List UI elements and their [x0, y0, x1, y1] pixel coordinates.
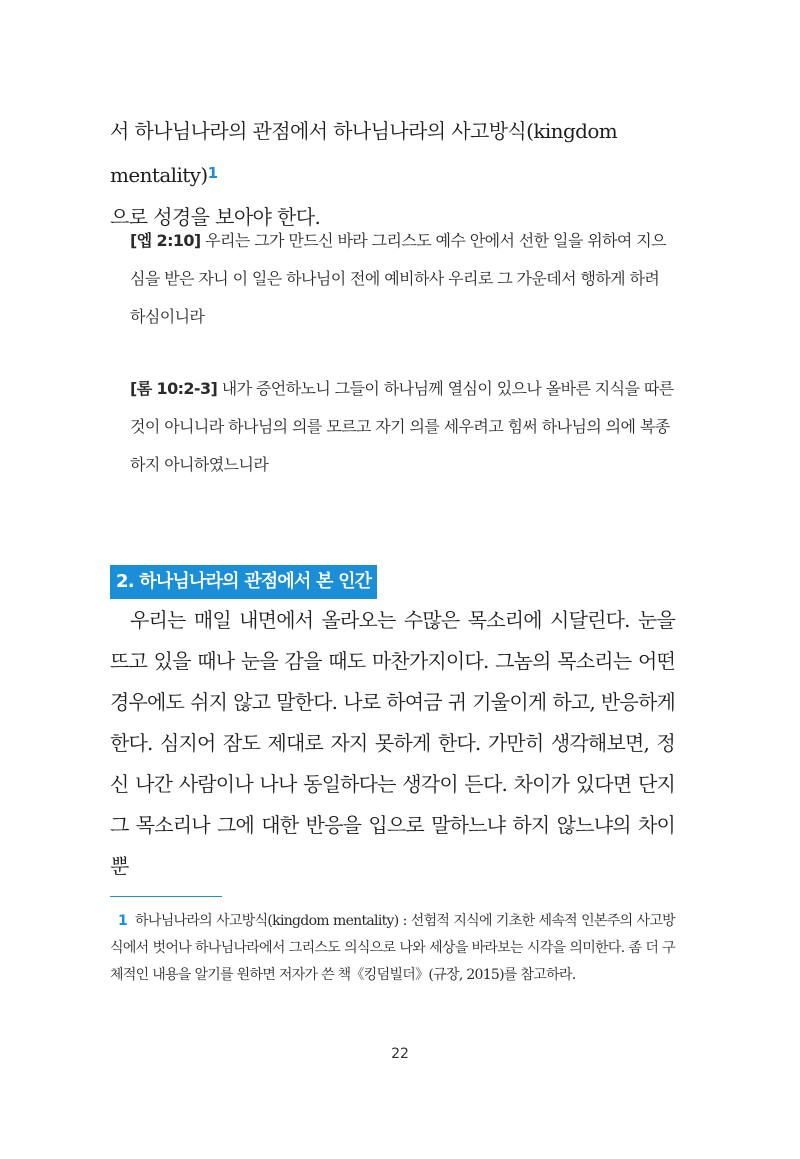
scripture-reference-1: [엡 2:10]	[130, 231, 201, 250]
footnote-number: 1	[118, 913, 128, 929]
footnote	[110, 908, 675, 989]
scripture-quote-2	[130, 370, 675, 484]
footnote-divider	[110, 896, 222, 897]
section-body-text: 우리는 매일 내면에서 올라오는 수많은 목소리에 시달린다. 눈을 뜨고 있을 때나 눈을 감을 때도 마찬가지이다. 그놈의 목소리는 어떤 경우에도 쉬지 않고 말한다. 나로 하여금 귀 기울이게 하고, 반응하게 한다. 심지어 잠도 제대로 자지 못하게 한다. 가만히 생각해보면, 정신 나간 사람이나 나나 동일하다는 생각이 든다. 차이가 있다면 단지 그 목소리나 그에 대한 반응을 입으로 말하느냐 하지 않느냐의 차이뿐	[110, 608, 675, 878]
scripture-text-1: 우리는 그가 만드신 바라 그리스도 예수 안에서 선한 일을 위하여 지으심을 받은 자니 이 일은 하나님이 전에 예비하사 우리로 그 가운데서 행하게 하려 하심이니라	[130, 231, 666, 326]
intro-text-after: 으로 성경을 보아야 한다.	[110, 205, 321, 229]
page-number: 22	[391, 1046, 409, 1062]
scripture-reference-2: [롬 10:2-3]	[130, 379, 218, 398]
footnote-reference[interactable]: 1	[207, 164, 218, 182]
intro-paragraph	[110, 110, 680, 238]
scripture-quote-1	[130, 222, 675, 336]
section-heading: 2. 하나님나라의 관점에서 본 인간	[110, 565, 377, 599]
intro-text: 서 하나님나라의 관점에서 하나님나라의 사고방식(kingdom mentality)	[110, 119, 618, 187]
scripture-text-2: 내가 증언하노니 그들이 하나님께 열심이 있으나 올바른 지식을 따른 것이 아니니라 하나님의 의를 모르고 자기 의를 세우려고 힘써 하나님의 의에 복종하지 아니하였느니라	[130, 379, 674, 474]
footnote-text: 하나님나라의 사고방식(kingdom mentality) : 선험적 지식에 기초한 세속적 인본주의 사고방식에서 벗어나 하나님나라에서 그리스도 의식으로 나와 세상을 바라보는 시각을 의미한다. 좀 더 구체적인 내용을 알기를 원하면 저자가 쓴 책《킹덤빌더》(규장, 2015)를 참고하라.	[110, 913, 675, 983]
section-body	[110, 600, 675, 887]
